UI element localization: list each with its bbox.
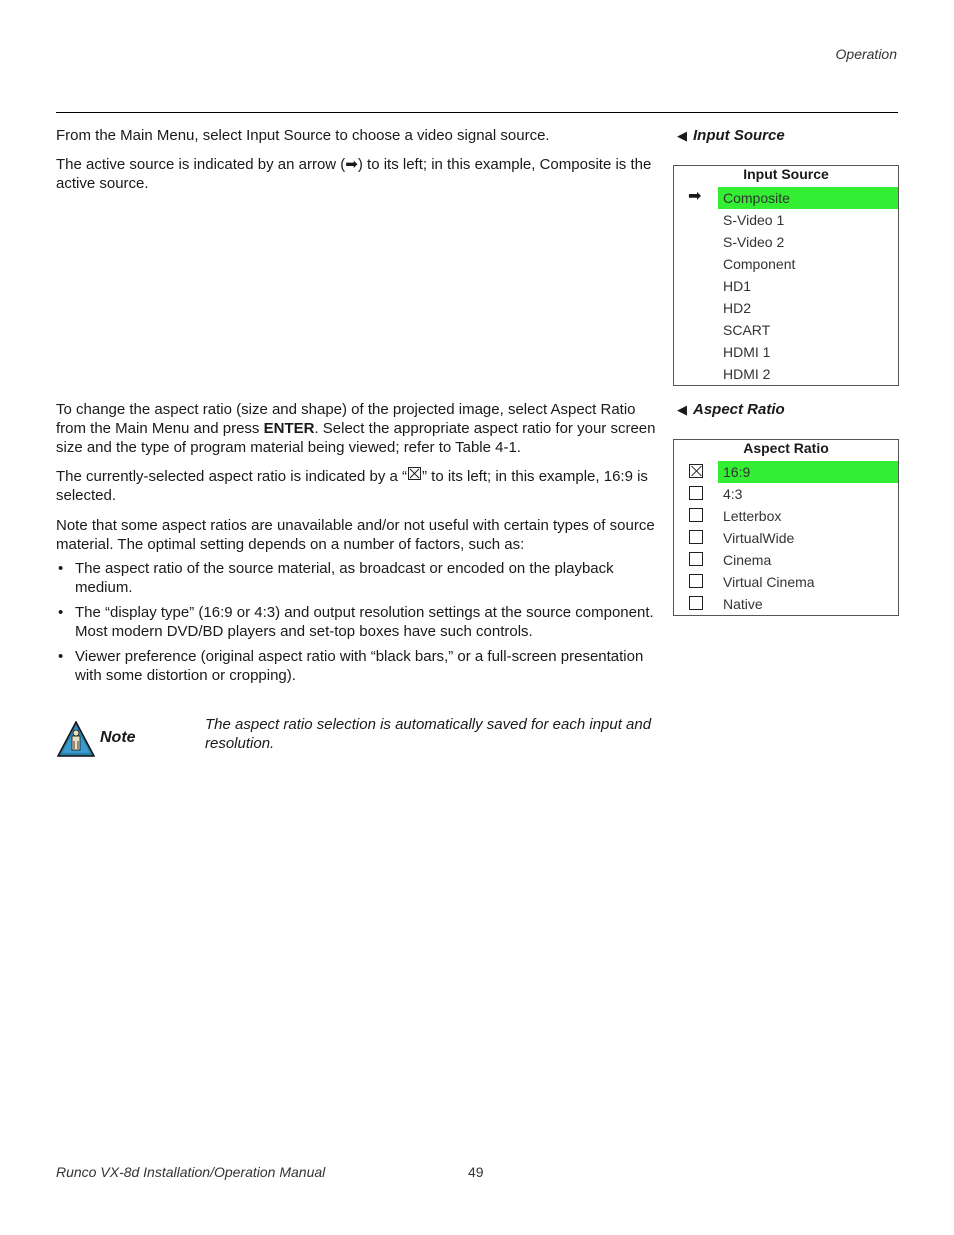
aspect-ratio-para-1 bbox=[56, 400, 656, 457]
checked-box-icon[interactable] bbox=[689, 464, 703, 478]
aspect-ratio-heading bbox=[677, 401, 785, 418]
aspect-ratio-heading-text: Aspect Ratio bbox=[693, 401, 785, 418]
input-source-option[interactable] bbox=[674, 297, 898, 319]
list-item: • Viewer preference (original aspect ratio with “black bars,” or a full-screen presentation with some distortion or cropping). bbox=[56, 647, 656, 685]
aspect-ratio-option[interactable] bbox=[674, 571, 898, 593]
checked-box-icon bbox=[408, 467, 421, 480]
aspect-ratio-option[interactable] bbox=[674, 461, 898, 483]
enter-key-label: ENTER bbox=[263, 420, 315, 437]
aspect-ratio-option[interactable] bbox=[674, 549, 898, 571]
input-source-option-label: HD2 bbox=[723, 300, 752, 316]
empty-box-icon[interactable] bbox=[689, 596, 703, 610]
input-source-option-label: Composite bbox=[718, 187, 898, 209]
aspect-ratio-option-label: VirtualWide bbox=[723, 530, 795, 546]
aspect-ratio-option-label: 4:3 bbox=[723, 486, 743, 502]
aspect-ratio-para-1-start: To change the aspect ratio (size and shape) of the projected image, select Aspect Ratio from the Main Menu and press bbox=[56, 401, 636, 437]
input-source-option[interactable] bbox=[674, 187, 898, 209]
aspect-ratio-menu bbox=[673, 439, 899, 616]
aspect-ratio-para-2 bbox=[56, 467, 656, 505]
page-number: 49 bbox=[468, 1164, 484, 1180]
input-source-option-label: S-Video 2 bbox=[723, 234, 785, 250]
input-source-option-label: HDMI 1 bbox=[723, 344, 771, 360]
input-source-option[interactable] bbox=[674, 209, 898, 231]
input-source-option-label: S-Video 1 bbox=[723, 212, 785, 228]
aspect-ratio-option[interactable] bbox=[674, 527, 898, 549]
aspect-ratio-option[interactable] bbox=[674, 483, 898, 505]
pointer-left-icon: ◀ bbox=[677, 128, 687, 143]
input-source-menu-title: Input Source bbox=[743, 166, 829, 182]
input-source-option-label: Component bbox=[723, 256, 796, 272]
factor-bullet-list bbox=[56, 559, 656, 691]
aspect-ratio-option[interactable] bbox=[674, 593, 898, 615]
empty-box-icon[interactable] bbox=[689, 530, 703, 544]
list-item: • The “display type” (16:9 or 4:3) and output resolution settings at the source component. Most modern DVD/BD players and set-top boxes have such controls. bbox=[56, 603, 656, 641]
input-source-option[interactable] bbox=[674, 363, 898, 385]
input-source-active-note: The active source is indicated by an arrow (➡) to its left; in this example, Composite is the active source. bbox=[56, 156, 652, 192]
footer-manual-title: Runco VX-8d Installation/Operation Manual bbox=[56, 1164, 326, 1180]
note-label: Note bbox=[100, 729, 136, 746]
input-source-option[interactable] bbox=[674, 253, 898, 275]
input-source-menu bbox=[673, 165, 899, 386]
list-item: • The aspect ratio of the source material, as broadcast or encoded on the playback medium. bbox=[56, 559, 656, 597]
aspect-ratio-para-2-start: The currently-selected aspect ratio is indicated by a “ bbox=[56, 468, 407, 485]
empty-box-icon[interactable] bbox=[689, 574, 703, 588]
pointer-left-icon: ◀ bbox=[677, 402, 687, 417]
note-warning-icon bbox=[57, 721, 95, 757]
aspect-ratio-option-label: Native bbox=[723, 596, 763, 612]
input-source-intro: From the Main Menu, select Input Source to choose a video signal source. bbox=[56, 127, 550, 144]
empty-box-icon[interactable] bbox=[689, 486, 703, 500]
empty-box-icon[interactable] bbox=[689, 508, 703, 522]
aspect-ratio-menu-title: Aspect Ratio bbox=[743, 440, 829, 456]
input-source-heading bbox=[677, 127, 785, 144]
input-source-option[interactable] bbox=[674, 341, 898, 363]
input-source-heading-text: Input Source bbox=[693, 127, 785, 144]
aspect-ratio-para-3: Note that some aspect ratios are unavailable and/or not useful with certain types of source material. The optimal setting depends on a number of factors, such as: bbox=[56, 517, 655, 553]
aspect-ratio-para-1-end: . Select the appropriate aspect ratio for your screen size and the type of program material being viewed; refer to Table 4-1. bbox=[56, 420, 656, 456]
input-source-option-label: SCART bbox=[723, 322, 771, 338]
aspect-ratio-option-label: Letterbox bbox=[723, 508, 782, 524]
input-source-option[interactable] bbox=[674, 231, 898, 253]
aspect-ratio-option-label: 16:9 bbox=[718, 461, 898, 483]
empty-box-icon[interactable] bbox=[689, 552, 703, 566]
aspect-ratio-option-label: Cinema bbox=[723, 552, 772, 568]
note-text: The aspect ratio selection is automatically saved for each input and resolution. bbox=[205, 716, 652, 752]
input-source-option-label: HD1 bbox=[723, 278, 752, 294]
aspect-ratio-option-label: Virtual Cinema bbox=[723, 574, 815, 590]
input-source-option-label: HDMI 2 bbox=[723, 366, 771, 382]
header-rule bbox=[56, 112, 898, 113]
input-source-option[interactable] bbox=[674, 319, 898, 341]
input-source-option[interactable] bbox=[674, 275, 898, 297]
aspect-ratio-option[interactable] bbox=[674, 505, 898, 527]
active-arrow-icon: ➡ bbox=[688, 188, 702, 205]
running-header: Operation bbox=[835, 46, 897, 62]
aspect-ratio-para-2-end: ” to its left; in this example, 16:9 is selected. bbox=[56, 468, 648, 504]
